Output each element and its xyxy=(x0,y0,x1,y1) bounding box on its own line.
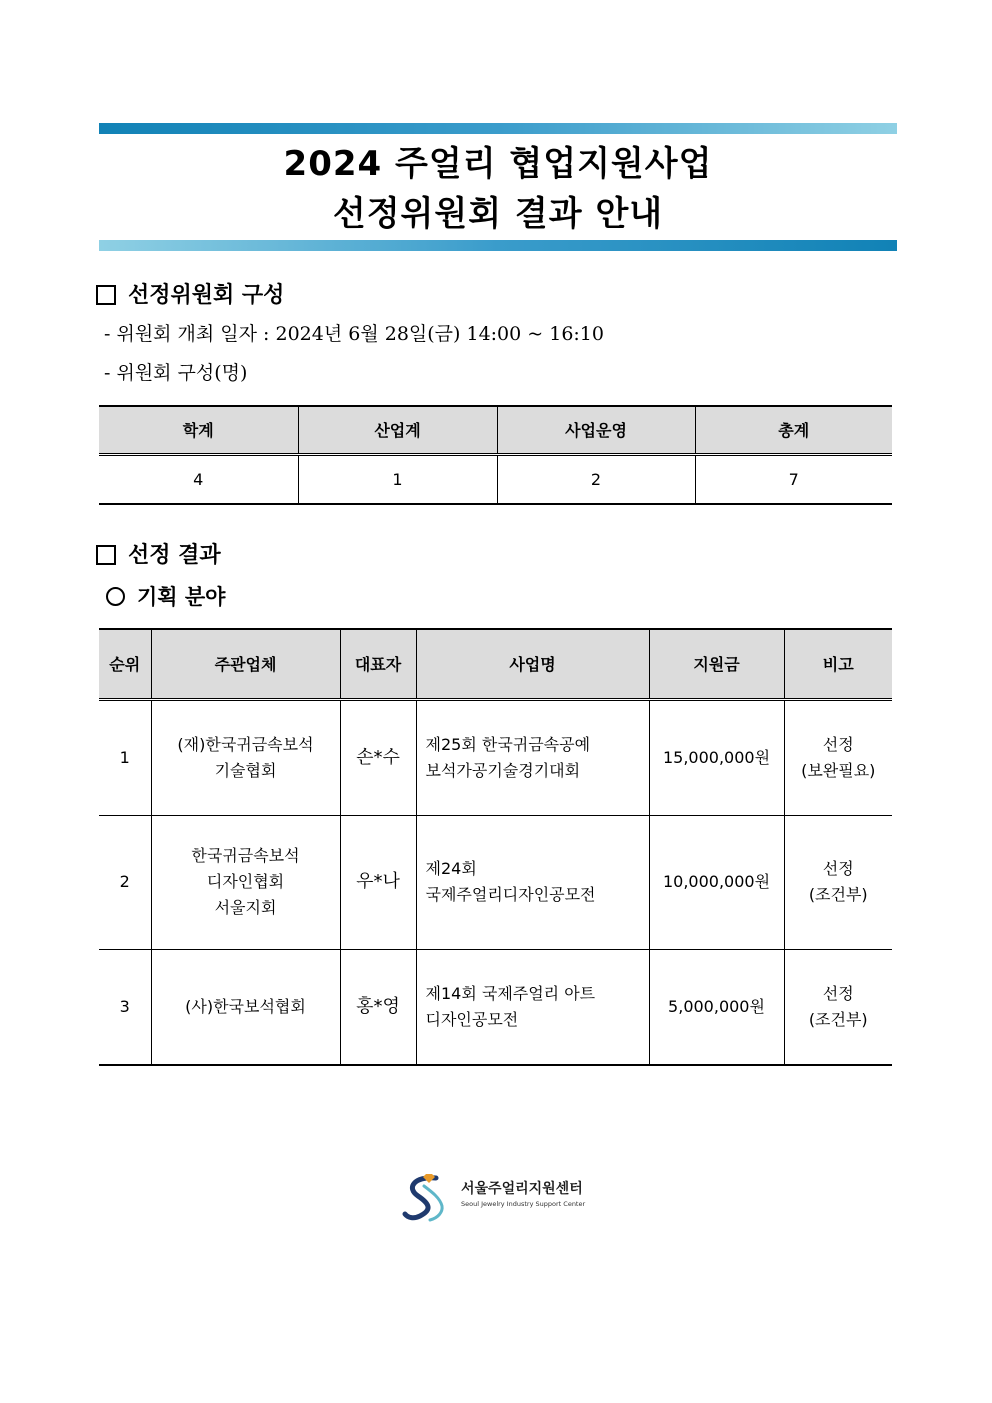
rank-cell: 3 xyxy=(99,949,151,1065)
circle-bullet-icon xyxy=(106,587,125,606)
project-line: 제14회 국제주얼리 아트 xyxy=(425,983,596,1003)
project-cell xyxy=(416,699,649,815)
project-line: 보석가공기술경기대회 xyxy=(425,760,581,780)
note-line: (조건부) xyxy=(808,1009,868,1029)
org-cell xyxy=(151,699,340,815)
section-heading-committee xyxy=(96,280,284,310)
amount-cell: 10,000,000원 xyxy=(649,815,784,949)
results-table-header-row xyxy=(99,629,892,699)
note-line: (조건부) xyxy=(808,885,868,904)
column-header: 대표자 xyxy=(340,629,416,699)
section-heading-results xyxy=(96,540,221,570)
org-cell xyxy=(151,949,340,1065)
table-cell: 7 xyxy=(695,454,892,504)
project-cell xyxy=(416,949,649,1065)
center-logo-subtitle: Seoul Jewelry Industry Support Center xyxy=(461,1200,586,1208)
org-line: 디자인협회 xyxy=(206,872,285,891)
note-cell xyxy=(784,815,892,949)
org-line: 기술협회 xyxy=(214,760,277,780)
title-bar-top xyxy=(99,123,897,134)
column-header: 학계 xyxy=(99,406,298,454)
column-header: 순위 xyxy=(99,629,151,699)
note-line: 선정 xyxy=(822,983,854,1003)
representative-cell: 우*나 xyxy=(340,815,416,949)
committee-table xyxy=(99,405,892,505)
section-heading-text: 선정위원회 구성 xyxy=(128,282,285,308)
org-line: (사)한국보석협회 xyxy=(185,996,306,1016)
subheading-planning xyxy=(106,582,225,612)
project-line: 국제주얼리디자인공모전 xyxy=(425,885,596,904)
page-title-line2: 선정위원회 결과 안내 xyxy=(332,194,664,234)
title-bar-bottom xyxy=(99,240,897,251)
center-logo-name: 서울주얼리지원센터 xyxy=(461,1181,583,1197)
org-line: 한국귀금속보석 xyxy=(191,846,300,865)
column-header: 주관업체 xyxy=(151,629,340,699)
note-line: 선정 xyxy=(822,859,854,878)
amount-cell: 5,000,000원 xyxy=(649,949,784,1065)
project-line: 제25회 한국귀금속공예 xyxy=(425,734,591,754)
note-cell xyxy=(784,699,892,815)
note-line: 선정 xyxy=(822,734,854,754)
representative-cell: 홍*영 xyxy=(340,949,416,1065)
committee-table-header-row xyxy=(99,406,892,454)
org-cell xyxy=(151,815,340,949)
column-header: 산업계 xyxy=(298,406,497,454)
results-table xyxy=(99,628,892,1066)
committee-table-row xyxy=(99,454,892,504)
org-line: (재)한국귀금속보석 xyxy=(177,734,314,754)
table-row xyxy=(99,815,892,949)
table-cell: 1 xyxy=(298,454,497,504)
table-row xyxy=(99,699,892,815)
project-line: 디자인공모전 xyxy=(425,1009,519,1029)
subheading-text: 기획 분야 xyxy=(137,584,226,609)
table-cell: 2 xyxy=(497,454,695,504)
column-header: 총계 xyxy=(695,406,892,454)
column-header: 사업명 xyxy=(416,629,649,699)
rank-cell: 1 xyxy=(119,747,130,767)
note-line: (보완필요) xyxy=(801,760,876,780)
column-header: 사업운영 xyxy=(497,406,695,454)
representative-cell: 손*수 xyxy=(340,699,416,815)
square-bullet-icon xyxy=(96,285,116,305)
table-row xyxy=(99,949,892,1065)
project-line: 제24회 xyxy=(425,859,477,878)
page-title-line1: 2024 주얼리 협업지원사업 xyxy=(283,144,713,184)
amount-cell: 15,000,000원 xyxy=(649,699,784,815)
column-header: 지원금 xyxy=(649,629,784,699)
note-cell xyxy=(784,949,892,1065)
rank-cell: 2 xyxy=(99,815,151,949)
meeting-date-line: - 위원회 개최 일자 : 2024년 6월 28일(금) 14:00 ~ 16:10 xyxy=(104,323,604,345)
column-header: 비고 xyxy=(784,629,892,699)
square-bullet-icon xyxy=(96,545,116,565)
composition-line: - 위원회 구성(명) xyxy=(104,362,248,384)
section-heading-text: 선정 결과 xyxy=(128,542,221,568)
project-cell xyxy=(416,815,649,949)
org-line: 서울지회 xyxy=(214,898,277,917)
table-cell: 4 xyxy=(193,469,204,489)
